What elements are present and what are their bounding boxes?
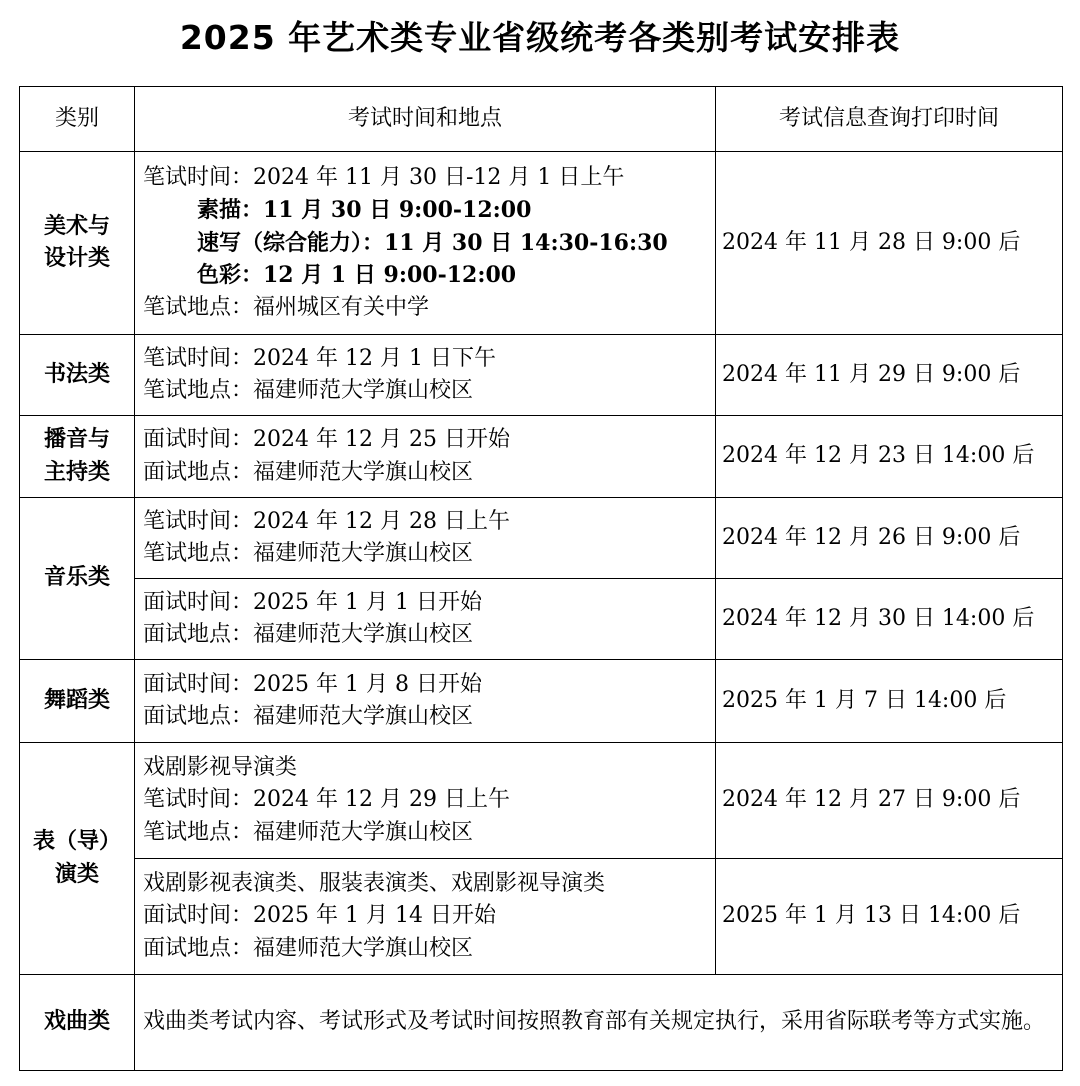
exam-place-line: 面试地点：福建师范大学旗山校区 (143, 935, 474, 961)
exam-place-line: 笔试地点：福州城区有关中学 (143, 294, 430, 320)
time-place-broadcast (135, 416, 716, 498)
exam-place-line: 面试地点：福建师范大学旗山校区 (143, 704, 474, 729)
category-broadcast (20, 416, 135, 498)
table-row (20, 743, 1063, 859)
exam-time-line: 笔试时间：2024 年 12 月 29 日上午 (143, 787, 510, 813)
category-line: 演类 (54, 861, 99, 887)
exam-place-line: 笔试地点：福建师范大学旗山校区 (143, 378, 474, 403)
exam-group-line: 戏剧影视导演类 (143, 754, 298, 780)
category-performance (20, 743, 135, 975)
time-place-music-written (135, 498, 716, 579)
category-line: 播音与 (43, 427, 110, 452)
category-dance: 舞蹈类 (20, 660, 135, 743)
sub-exam-line: 速写（综合能力）：11 月 30 日 14:30-16:30 (197, 229, 668, 256)
category-line: 设计类 (43, 246, 110, 271)
table-row (20, 660, 1063, 743)
table-row (20, 498, 1063, 579)
table-row (20, 335, 1063, 416)
exam-time-line: 面试时间：2025 年 1 月 14 日开始 (143, 903, 496, 929)
exam-time-line: 笔试时间：2024 年 12 月 28 日上午 (143, 508, 510, 534)
exam-place-line: 笔试地点：福建师范大学旗山校区 (143, 819, 474, 845)
category-calligraphy: 书法类 (20, 335, 135, 416)
print-time-art: 2024 年 11 月 28 日 9:00 后 (716, 152, 1063, 335)
time-place-performance-written (135, 743, 716, 859)
exam-time-line: 面试时间：2025 年 1 月 8 日开始 (143, 671, 482, 697)
exam-time-line: 面试时间：2024 年 12 月 25 日开始 (143, 427, 510, 452)
table-row (20, 859, 1063, 975)
exam-place-line: 笔试地点：福建师范大学旗山校区 (143, 541, 474, 566)
category-line: 表（导） (32, 829, 121, 854)
time-place-art (135, 152, 716, 335)
print-time-music-interview: 2024 年 12 月 30 日 14:00 后 (716, 579, 1063, 660)
time-place-performance-interview (135, 859, 716, 975)
sub-exam-line: 色彩：12 月 1 日 9:00-12:00 (197, 262, 517, 289)
sub-exam-line: 素描：11 月 30 日 9:00-12:00 (197, 197, 532, 224)
opera-note: 戏曲类考试内容、考试形式及考试时间按照教育部有关规定执行，采用省际联考等方式实施。 (135, 975, 1063, 1071)
header-print-time: 考试信息查询打印时间 (716, 87, 1063, 152)
exam-time-line: 笔试时间：2024 年 11 月 30 日-12 月 1 日上午 (143, 164, 625, 190)
exam-time-line: 面试时间：2025 年 1 月 1 日开始 (143, 589, 482, 615)
header-time-place: 考试时间和地点 (135, 87, 716, 152)
table-row (20, 975, 1063, 1071)
print-time-performance-interview: 2025 年 1 月 13 日 14:00 后 (716, 859, 1063, 975)
category-art (20, 152, 135, 335)
time-place-dance (135, 660, 716, 743)
time-place-music-interview (135, 579, 716, 660)
print-time-performance-written: 2024 年 12 月 27 日 9:00 后 (716, 743, 1063, 859)
category-line: 主持类 (43, 459, 110, 485)
time-place-calligraphy (135, 335, 716, 416)
exam-time-line: 笔试时间：2024 年 12 月 1 日下午 (143, 345, 496, 371)
header-category: 类别 (20, 87, 135, 152)
table-row (20, 152, 1063, 335)
header-row (20, 87, 1063, 152)
page-title: 2025 年艺术类专业省级统考各类别考试安排表 (179, 18, 901, 57)
exam-group-line: 戏剧影视表演类、服装表演类、戏剧影视导演类 (143, 870, 606, 896)
print-time-broadcast: 2024 年 12 月 23 日 14:00 后 (716, 416, 1063, 498)
exam-place-line: 面试地点：福建师范大学旗山校区 (143, 459, 474, 485)
category-line: 美术与 (43, 213, 110, 239)
category-music: 音乐类 (20, 498, 135, 660)
category-opera: 戏曲类 (20, 975, 135, 1071)
exam-schedule-table (19, 86, 1063, 1071)
print-time-music-written: 2024 年 12 月 26 日 9:00 后 (716, 498, 1063, 579)
table-row (20, 416, 1063, 498)
table-row (20, 579, 1063, 660)
print-time-dance: 2025 年 1 月 7 日 14:00 后 (716, 660, 1063, 743)
print-time-calligraphy: 2024 年 11 月 29 日 9:00 后 (716, 335, 1063, 416)
exam-place-line: 面试地点：福建师范大学旗山校区 (143, 622, 474, 647)
